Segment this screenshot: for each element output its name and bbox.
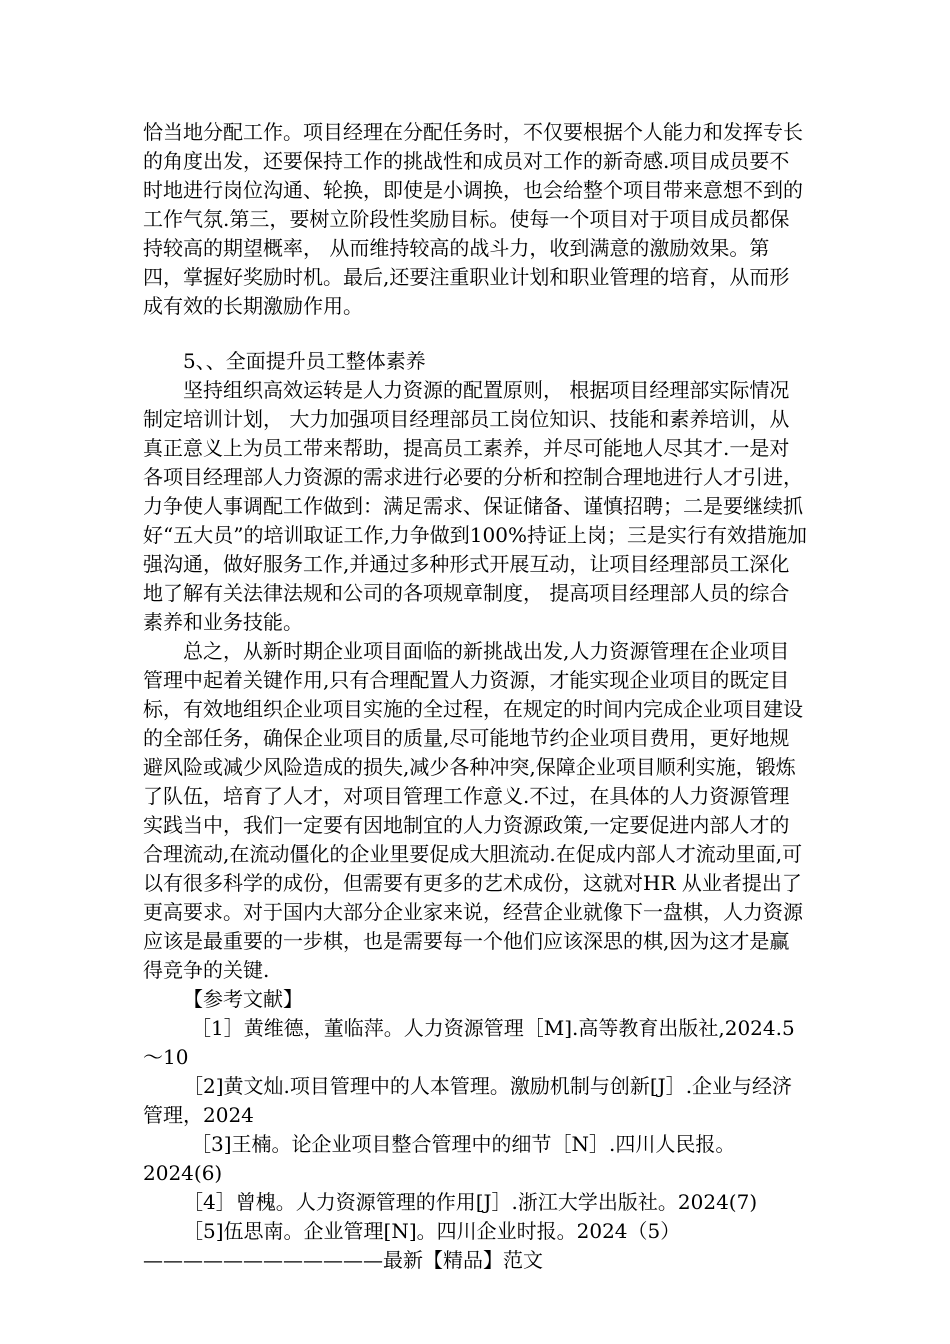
paragraph-1: 恰当地分配工作。项目经理在分配任务时，不仅要根据个人能力和发挥专长的角度出发，还要保持工作的挑战性和成员对工作的新奇感.项目成员要不时地进行岗位沟通、轮换，即使是小调换，也会给整个项目带来意想不到的工作气氛.第三，要树立阶段性奖励目标。使每一个项目对于项目成员都保持较高的期望概率， 从而维持较高的战斗力，收到满意的激励效果。第四，掌握好奖励时机。最后,还要注重职业计划和职业管理的培育，从而形成有效的长期激励作用。 — [143, 120, 803, 318]
footer-line: ————————————最新【精品】范文 — [143, 1248, 543, 1272]
document-body — [143, 118, 808, 1275]
reference-item-2: ［2]黄文灿.项目管理中的人本管理。激励机制与创新[J］.企业与经济管理，2024 — [143, 1074, 793, 1127]
paragraph-2: 坚持组织高效运转是人力资源的配置原则， 根据项目经理部实际情况制定培训计划， 大力加强项目经理部员工岗位知识、技能和素养培训，从真正意义上为员工带来帮助，提高员工素养，并尽可能地人尽其才.一是对各项目经理部人力资源的需求进行必要的分析和控制合理地进行人才引进，力争使人事调配工作做到：满足需求、保证储备、谨慎招聘；二是要继续抓好“五大员”的培训取证工作,力争做到100%持证上岗；三是实行有效措施加强沟通，做好服务工作,并通过多种形式开展互动，让项目经理部员工深化地了解有关法律法规和公司的各项规章制度， 提高项目经理部人员的综合素养和业务技能。 — [143, 378, 807, 634]
reference-item-5: ［5]伍思南。企业管理[N]。四川企业时报。2024（5） — [183, 1219, 681, 1243]
reference-item-1: ［1］黄维德，董临萍。人力资源管理［M].高等教育出版社,2024.5～10 — [143, 1016, 795, 1069]
section-heading: 5、、全面提升员工整体素养 — [183, 349, 426, 373]
reference-item-3: ［3]王楠。论企业项目整合管理中的细节［N］.四川人民报。2024(6) — [143, 1132, 736, 1185]
references-heading: 【参考文献】 — [183, 987, 303, 1011]
reference-item-4: ［4］曾槐。人力资源管理的作用[J］.浙江大学出版社。2024(7) — [183, 1190, 758, 1214]
paragraph-3: 总之，从新时期企业项目面临的新挑战出发,人力资源管理在企业项目管理中起着关键作用,只有合理配置人力资源，才能实现企业项目的既定目标，有效地组织企业项目实施的全过程，在规定的时间内完成企业项目建设的全部任务，确保企业项目的质量,尽可能地节约企业项目费用，更好地规避风险或减少风险造成的损失,减少各种冲突,保障企业项目顺利实施，锻炼了队伍，培育了人才，对项目管理工作意义.不过，在具体的人力资源管理实践当中，我们一定要有因地制宜的人力资源政策,一定要促进内部人才的合理流动,在流动僵化的企业里要促成大胆流动.在促成内部人才流动里面,可以有很多科学的成份，但需要有更多的艺术成份，这就对HR 从业者提出了更高要求。对于国内大部分企业家来说，经营企业就像下一盘棋，人力资源应该是最重要的一步棋，也是需要每一个他们应该深思的棋,因为这才是赢得竞争的关键. — [143, 639, 803, 982]
